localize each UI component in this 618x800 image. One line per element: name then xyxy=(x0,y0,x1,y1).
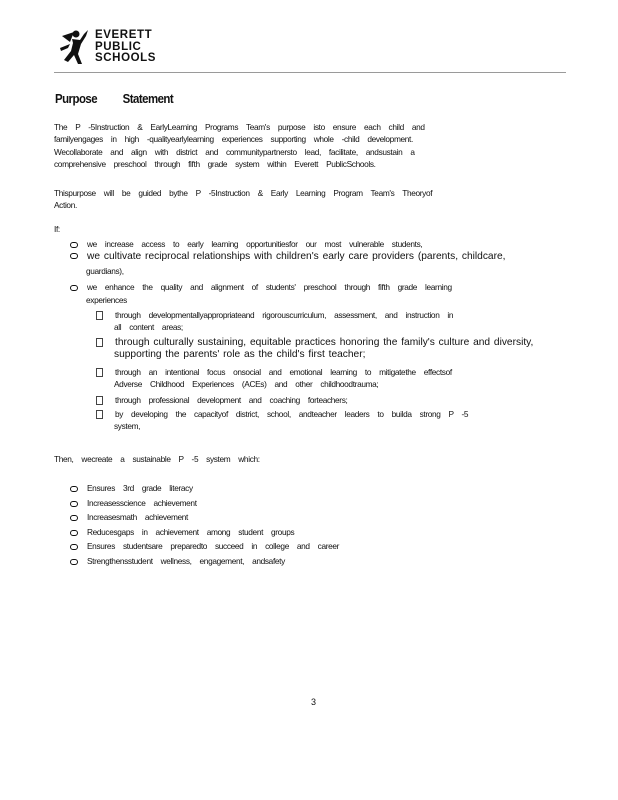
purpose-paragraph: The P -5Instruction & EarlyLearning Programs Team's purpose isto ensure each child and familyengages in high -qualityearlylearning experiences supporting whole -child development. Wecollaborate and align with district and communitypartnersto lead, facilitate, andsustain a comprehensive preschool through fifth grade system within Everett PublicSchools. xyxy=(54,122,425,169)
bullet-square-icon xyxy=(96,410,103,419)
bullet-circle-icon xyxy=(70,544,78,550)
if-label: If: xyxy=(54,224,60,234)
sub-list-item: by developing the capacityof district, school, andteacher leaders to builda strong P -5 system, xyxy=(96,408,468,433)
bullet-square-icon xyxy=(96,311,103,320)
logo-wordmark: EVERETT PUBLIC SCHOOLS xyxy=(95,29,157,64)
bullet-circle-icon xyxy=(70,242,78,248)
bullet-circle-icon xyxy=(70,530,78,536)
then-line: Then, wecreate a sustainable P -5 system which: xyxy=(54,454,260,464)
sub-list-item: through professional development and coaching forteachers; xyxy=(96,394,347,406)
bullet-circle-icon xyxy=(70,559,78,565)
sub-list-item: through an intentional focus onsocial and emotional learning to mitigatethe effectsof Adverse Childhood Experiences (ACEs) and other childhoodtrauma; xyxy=(96,366,452,391)
bullet-square-icon xyxy=(96,368,103,377)
guided-paragraph: Thispurpose will be guided bythe P -5Instruction & Early Learning Program Team's Theoryof Action. xyxy=(54,188,433,211)
bullet-circle-icon xyxy=(70,285,78,291)
list-item: Ensures 3rd grade literacy xyxy=(70,482,193,494)
runner-figure-icon xyxy=(58,26,92,68)
bullet-square-icon xyxy=(96,396,103,405)
header-divider xyxy=(54,72,566,73)
bullet-circle-icon xyxy=(70,501,78,507)
list-item: Ensures studentsare preparedto succeed in college and career xyxy=(70,540,339,552)
page-number: 3 xyxy=(311,697,317,707)
sub-list-item: through culturally sustaining, equitable practices honoring the family's culture and diversity, supporting the parents' role as the child's first teacher; xyxy=(96,337,533,362)
bullet-circle-icon xyxy=(70,253,78,259)
list-item-continuation: guardians), xyxy=(86,266,124,276)
district-logo xyxy=(58,26,168,70)
bullet-circle-icon xyxy=(70,515,78,521)
list-item: Increasesscience achievement xyxy=(70,497,197,509)
page-title: Purpose Statement xyxy=(55,91,174,106)
list-item: Increasesmath achievement xyxy=(70,511,188,523)
list-item: Strengthensstudent wellness, engagement, andsafety xyxy=(70,555,285,567)
bullet-square-icon xyxy=(96,338,103,347)
list-item: we cultivate reciprocal relationships with children's early care providers (parents, childcare, xyxy=(70,251,506,263)
bullet-circle-icon xyxy=(70,486,78,492)
list-item: we increase access to early learning opportunitiesfor our most vulnerable students, xyxy=(70,238,422,250)
list-item: we enhance the quality and alignment of students' preschool through fifth grade learning xyxy=(70,281,452,293)
list-item-continuation: experiences xyxy=(86,295,127,305)
sub-list-item: through developmentallyappropriateand rigorouscurriculum, assessment, and instruction in all content areas; xyxy=(96,309,453,334)
list-item: Reducesgaps in achievement among student groups xyxy=(70,526,294,538)
